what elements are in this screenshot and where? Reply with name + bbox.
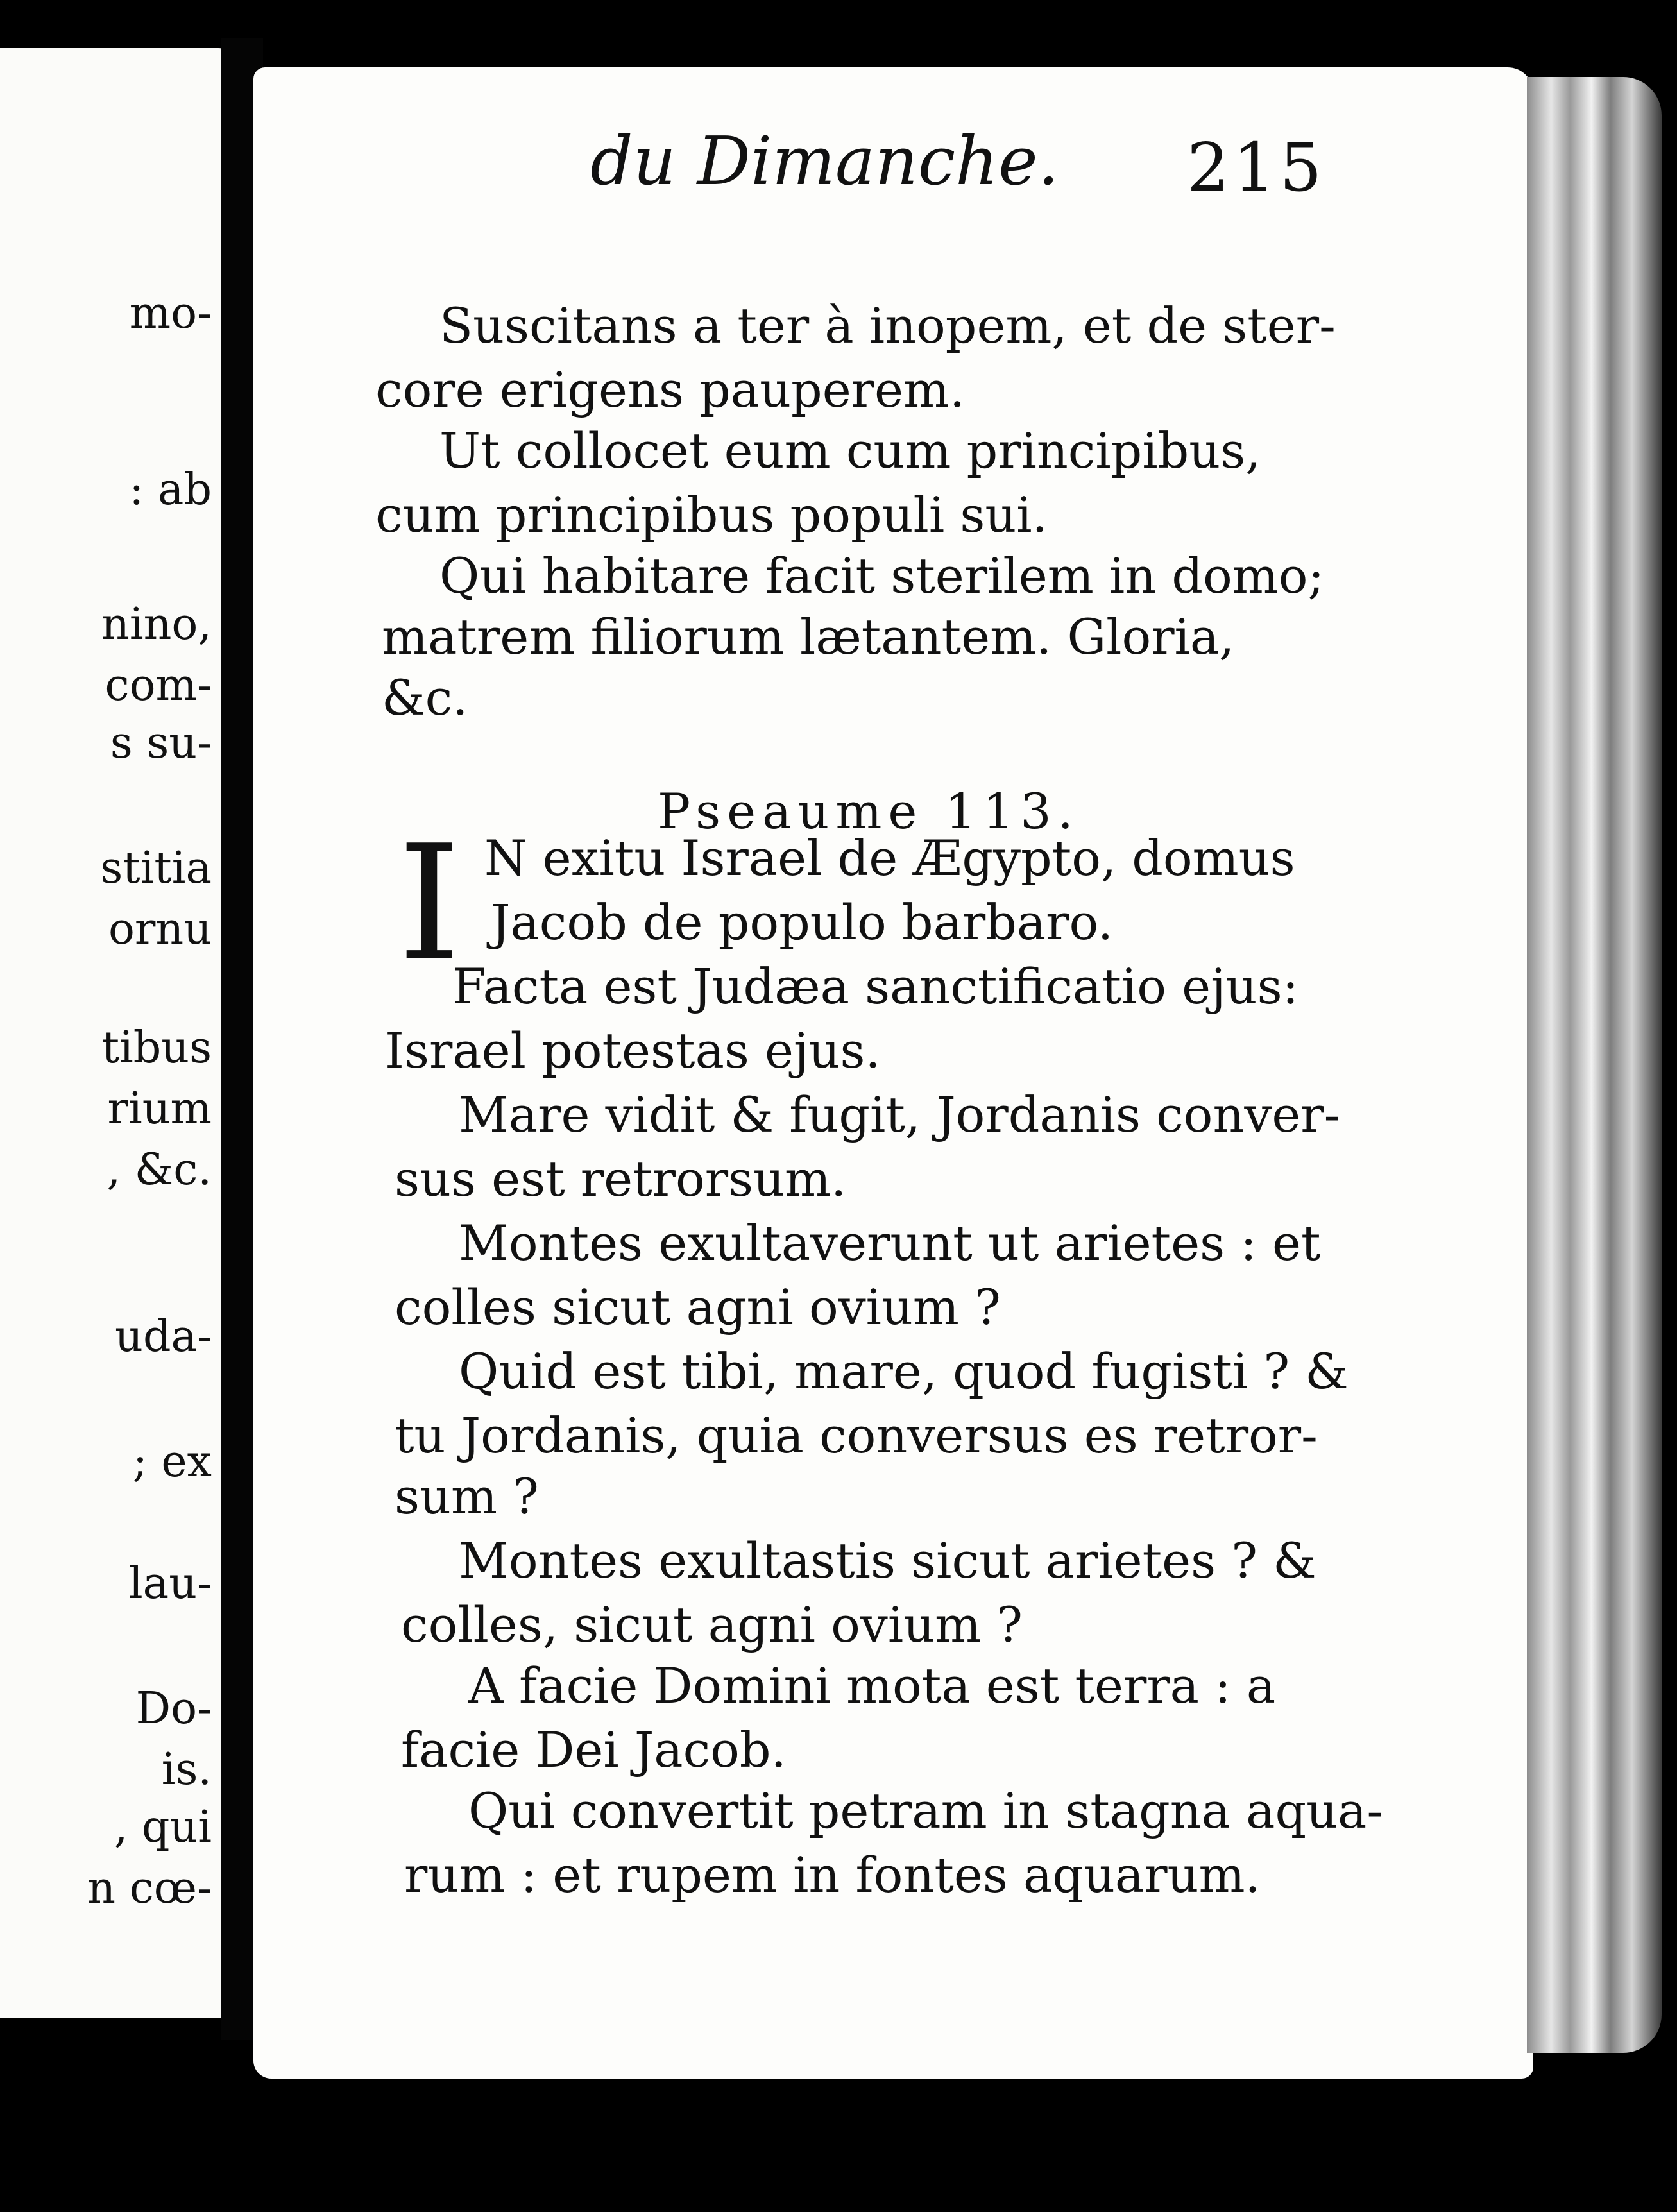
text-line: Israel potestas ejus. xyxy=(385,1022,881,1079)
text-line: Montes exultaverunt ut arietes : et xyxy=(459,1214,1321,1272)
text-line: Qui habitare facit sterilem in domo; xyxy=(439,547,1325,604)
text-line: Qui convertit petram in stagna aqua- xyxy=(468,1782,1384,1839)
left-fragment: Do- xyxy=(135,1683,212,1734)
left-fragment: rium xyxy=(107,1084,212,1134)
text-line: rum : et rupem in fontes aquarum. xyxy=(404,1846,1261,1903)
text-line: matrem filiorum lætantem. Gloria, xyxy=(382,608,1235,665)
text-line: Ut collocet eum cum principibus, xyxy=(439,422,1261,479)
text-line: Suscitans a ter à inopem, et de ster- xyxy=(439,297,1336,354)
left-fragment: mo- xyxy=(129,288,212,339)
text-line: colles sicut agni ovium ? xyxy=(395,1279,1001,1336)
left-fragment: ; ex xyxy=(132,1436,212,1487)
text-line: sum ? xyxy=(395,1468,539,1525)
text-line: Quid est tibi, mare, quod fugisti ? & xyxy=(459,1343,1349,1400)
left-fragment: n cœ- xyxy=(87,1863,212,1914)
left-facing-page xyxy=(0,48,237,2018)
text-line: A facie Domini mota est terra : a xyxy=(468,1657,1276,1714)
left-fragment: s su- xyxy=(110,718,212,769)
psalm-heading: Pseaume 113. xyxy=(658,783,1080,840)
left-fragment: is. xyxy=(161,1744,212,1795)
text-line: Mare vidit & fugit, Jordanis conver- xyxy=(459,1086,1341,1143)
left-fragment: uda- xyxy=(115,1311,212,1362)
page-fore-edge xyxy=(1527,77,1662,2053)
text-line: cum principibus populi sui. xyxy=(375,486,1048,543)
left-fragment: , &c. xyxy=(106,1144,212,1195)
running-title: du Dimanche. xyxy=(590,122,1059,200)
text-line: &c. xyxy=(382,669,468,726)
left-fragment: lau- xyxy=(128,1558,212,1609)
left-fragment: , qui xyxy=(114,1802,212,1853)
text-line: sus est retrorsum. xyxy=(395,1150,847,1207)
text-line: tu Jordanis, quia conversus es retror- xyxy=(395,1407,1318,1464)
page-header xyxy=(0,103,1520,212)
text-line: Montes exultastis sicut arietes ? & xyxy=(459,1532,1316,1589)
text-line: core erigens pauperem. xyxy=(375,361,966,418)
text-line: colles, sicut agni ovium ? xyxy=(401,1596,1023,1653)
text-line: Jacob de populo barbaro. xyxy=(491,894,1114,951)
left-fragment: : ab xyxy=(129,464,212,515)
left-fragment: stitia xyxy=(100,843,212,894)
text-line: facie Dei Jacob. xyxy=(401,1721,787,1778)
page-number: 215 xyxy=(1187,128,1326,207)
left-fragment: nino, xyxy=(101,599,212,650)
text-line: N exitu Israel de Ægypto, domus xyxy=(484,830,1295,887)
text-line: Facta est Judæa sanctificatio ejus: xyxy=(452,958,1299,1015)
drop-cap: I xyxy=(398,812,461,996)
left-fragment: com- xyxy=(105,660,212,711)
left-fragment: tibus xyxy=(101,1023,212,1073)
left-fragment: ornu xyxy=(108,904,212,955)
